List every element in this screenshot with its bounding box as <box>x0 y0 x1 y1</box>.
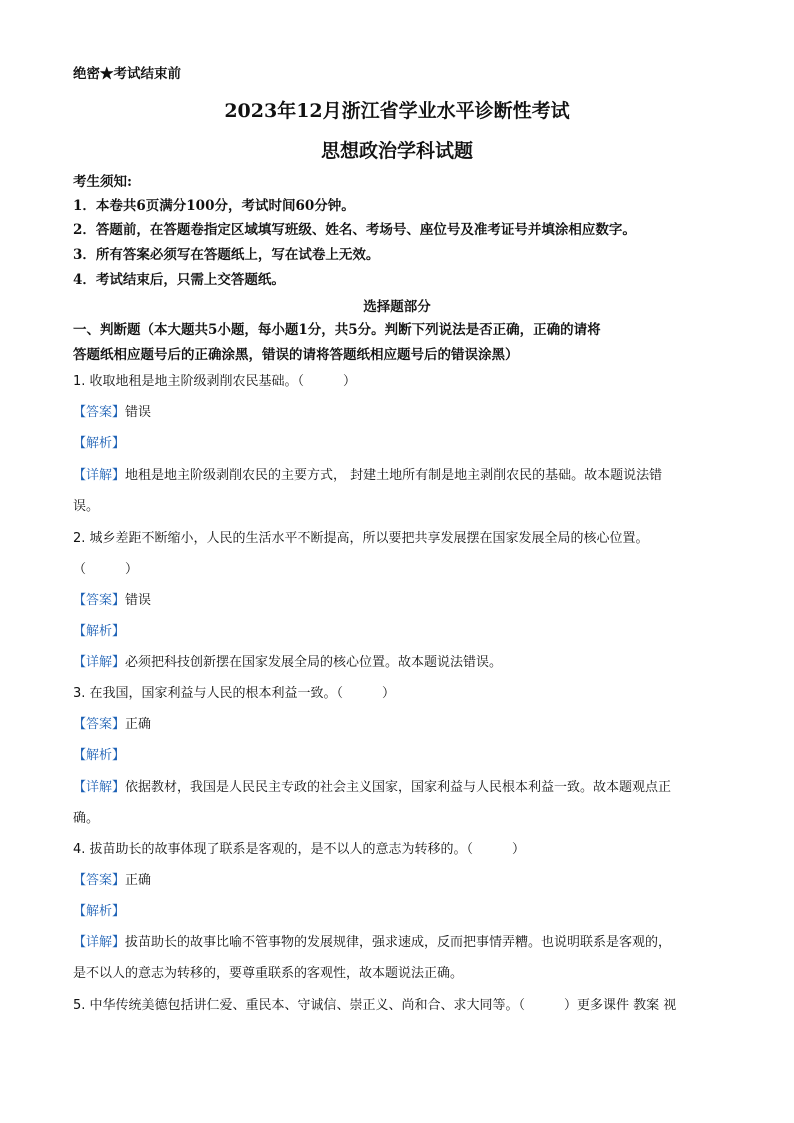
question-2-cont: （ ） <box>73 562 139 577</box>
answer-value: 错误 <box>125 405 152 420</box>
question-1: 1. 收取地租是地主阶级剥削农民基础。（ ） <box>73 374 357 389</box>
section-intro-line: 答题纸相应题号后的正确涂黑，错误的请将答题纸相应题号后的错误涂黑） <box>73 347 519 363</box>
analysis-label: 【解析】 <box>73 436 126 451</box>
notice-item: 4．考试结束后，只需上交答题纸。 <box>73 272 285 288</box>
notice-item: 2．答题前，在答题卷指定区域填写班级、姓名、考场号、座位号及准考证号并填涂相应数字。 <box>73 222 636 238</box>
question-2: 2. 城乡差距不断缩小，人民的生活水平不断提高，所以要把共享发展摆在国家发展全局的核心位置。 <box>73 531 649 546</box>
question-3: 3. 在我国，国家利益与人民的根本利益一致。（ ） <box>73 686 396 701</box>
question-5: 5. 中华传统美德包括讲仁爱、重民本、守诚信、崇正义、尚和合、求大同等。（ ）更多课件 教案 视 <box>73 998 677 1013</box>
answer-label: 【答案】 <box>73 873 126 888</box>
exam-subject: 思想政治学科试题 <box>320 140 473 162</box>
answer-value: 正确 <box>125 717 152 732</box>
notice-item: 3．所有答案必须写在答题纸上，写在试卷上无效。 <box>73 247 380 263</box>
answer-label: 【答案】 <box>73 717 126 732</box>
detail-text-cont: 是不以人的意志为转移的，要尊重联系的客观性，故本题说法正确。 <box>73 966 464 981</box>
answer-row <box>73 871 151 891</box>
detail-row <box>73 466 662 486</box>
detail-row <box>73 653 502 673</box>
answer-label: 【答案】 <box>73 593 126 608</box>
detail-row <box>73 933 671 953</box>
detail-row <box>73 778 671 798</box>
analysis-label: 【解析】 <box>73 624 126 639</box>
analysis-label: 【解析】 <box>73 748 126 763</box>
notice-heading: 考生须知: <box>73 174 132 190</box>
exam-title: 2023年12月浙江省学业水平诊断性考试 <box>224 100 570 122</box>
detail-text-cont: 误。 <box>73 499 100 514</box>
detail-text: 必须把科技创新摆在国家发展全局的核心位置。故本题说法错误。 <box>125 655 503 670</box>
section-intro-line: 一、判断题（本大题共5小题，每小题1分，共5分。判断下列说法是否正确，正确的请将 <box>73 322 601 338</box>
detail-label: 【详解】 <box>73 468 126 483</box>
answer-row <box>73 403 151 423</box>
confidential-mark: 绝密★考试结束前 <box>73 66 181 82</box>
section-title: 选择题部分 <box>363 299 431 315</box>
question-4: 4. 拔苗助长的故事体现了联系是客观的，是不以人的意志为转移的。（ ） <box>73 842 526 857</box>
answer-value: 错误 <box>125 593 152 608</box>
detail-text-cont: 确。 <box>73 811 100 826</box>
detail-label: 【详解】 <box>73 935 126 950</box>
answer-value: 正确 <box>125 873 152 888</box>
detail-label: 【详解】 <box>73 655 126 670</box>
answer-row <box>73 591 151 611</box>
detail-text: 地租是地主阶级剥削农民的主要方式， 封建土地所有制是地主剥削农民的基础。故本题说法错 <box>125 468 663 483</box>
detail-text: 依据教材，我国是人民民主专政的社会主义国家，国家利益与人民根本利益一致。故本题观点正 <box>125 780 672 795</box>
detail-text: 拔苗助长的故事比喻不管事物的发展规律，强求速成，反而把事情弄糟。也说明联系是客观的， <box>125 935 672 950</box>
answer-label: 【答案】 <box>73 405 126 420</box>
analysis-label: 【解析】 <box>73 904 126 919</box>
notice-item: 1．本卷共6页满分100分，考试时间60分钟。 <box>73 198 355 214</box>
answer-row <box>73 715 151 735</box>
detail-label: 【详解】 <box>73 780 126 795</box>
